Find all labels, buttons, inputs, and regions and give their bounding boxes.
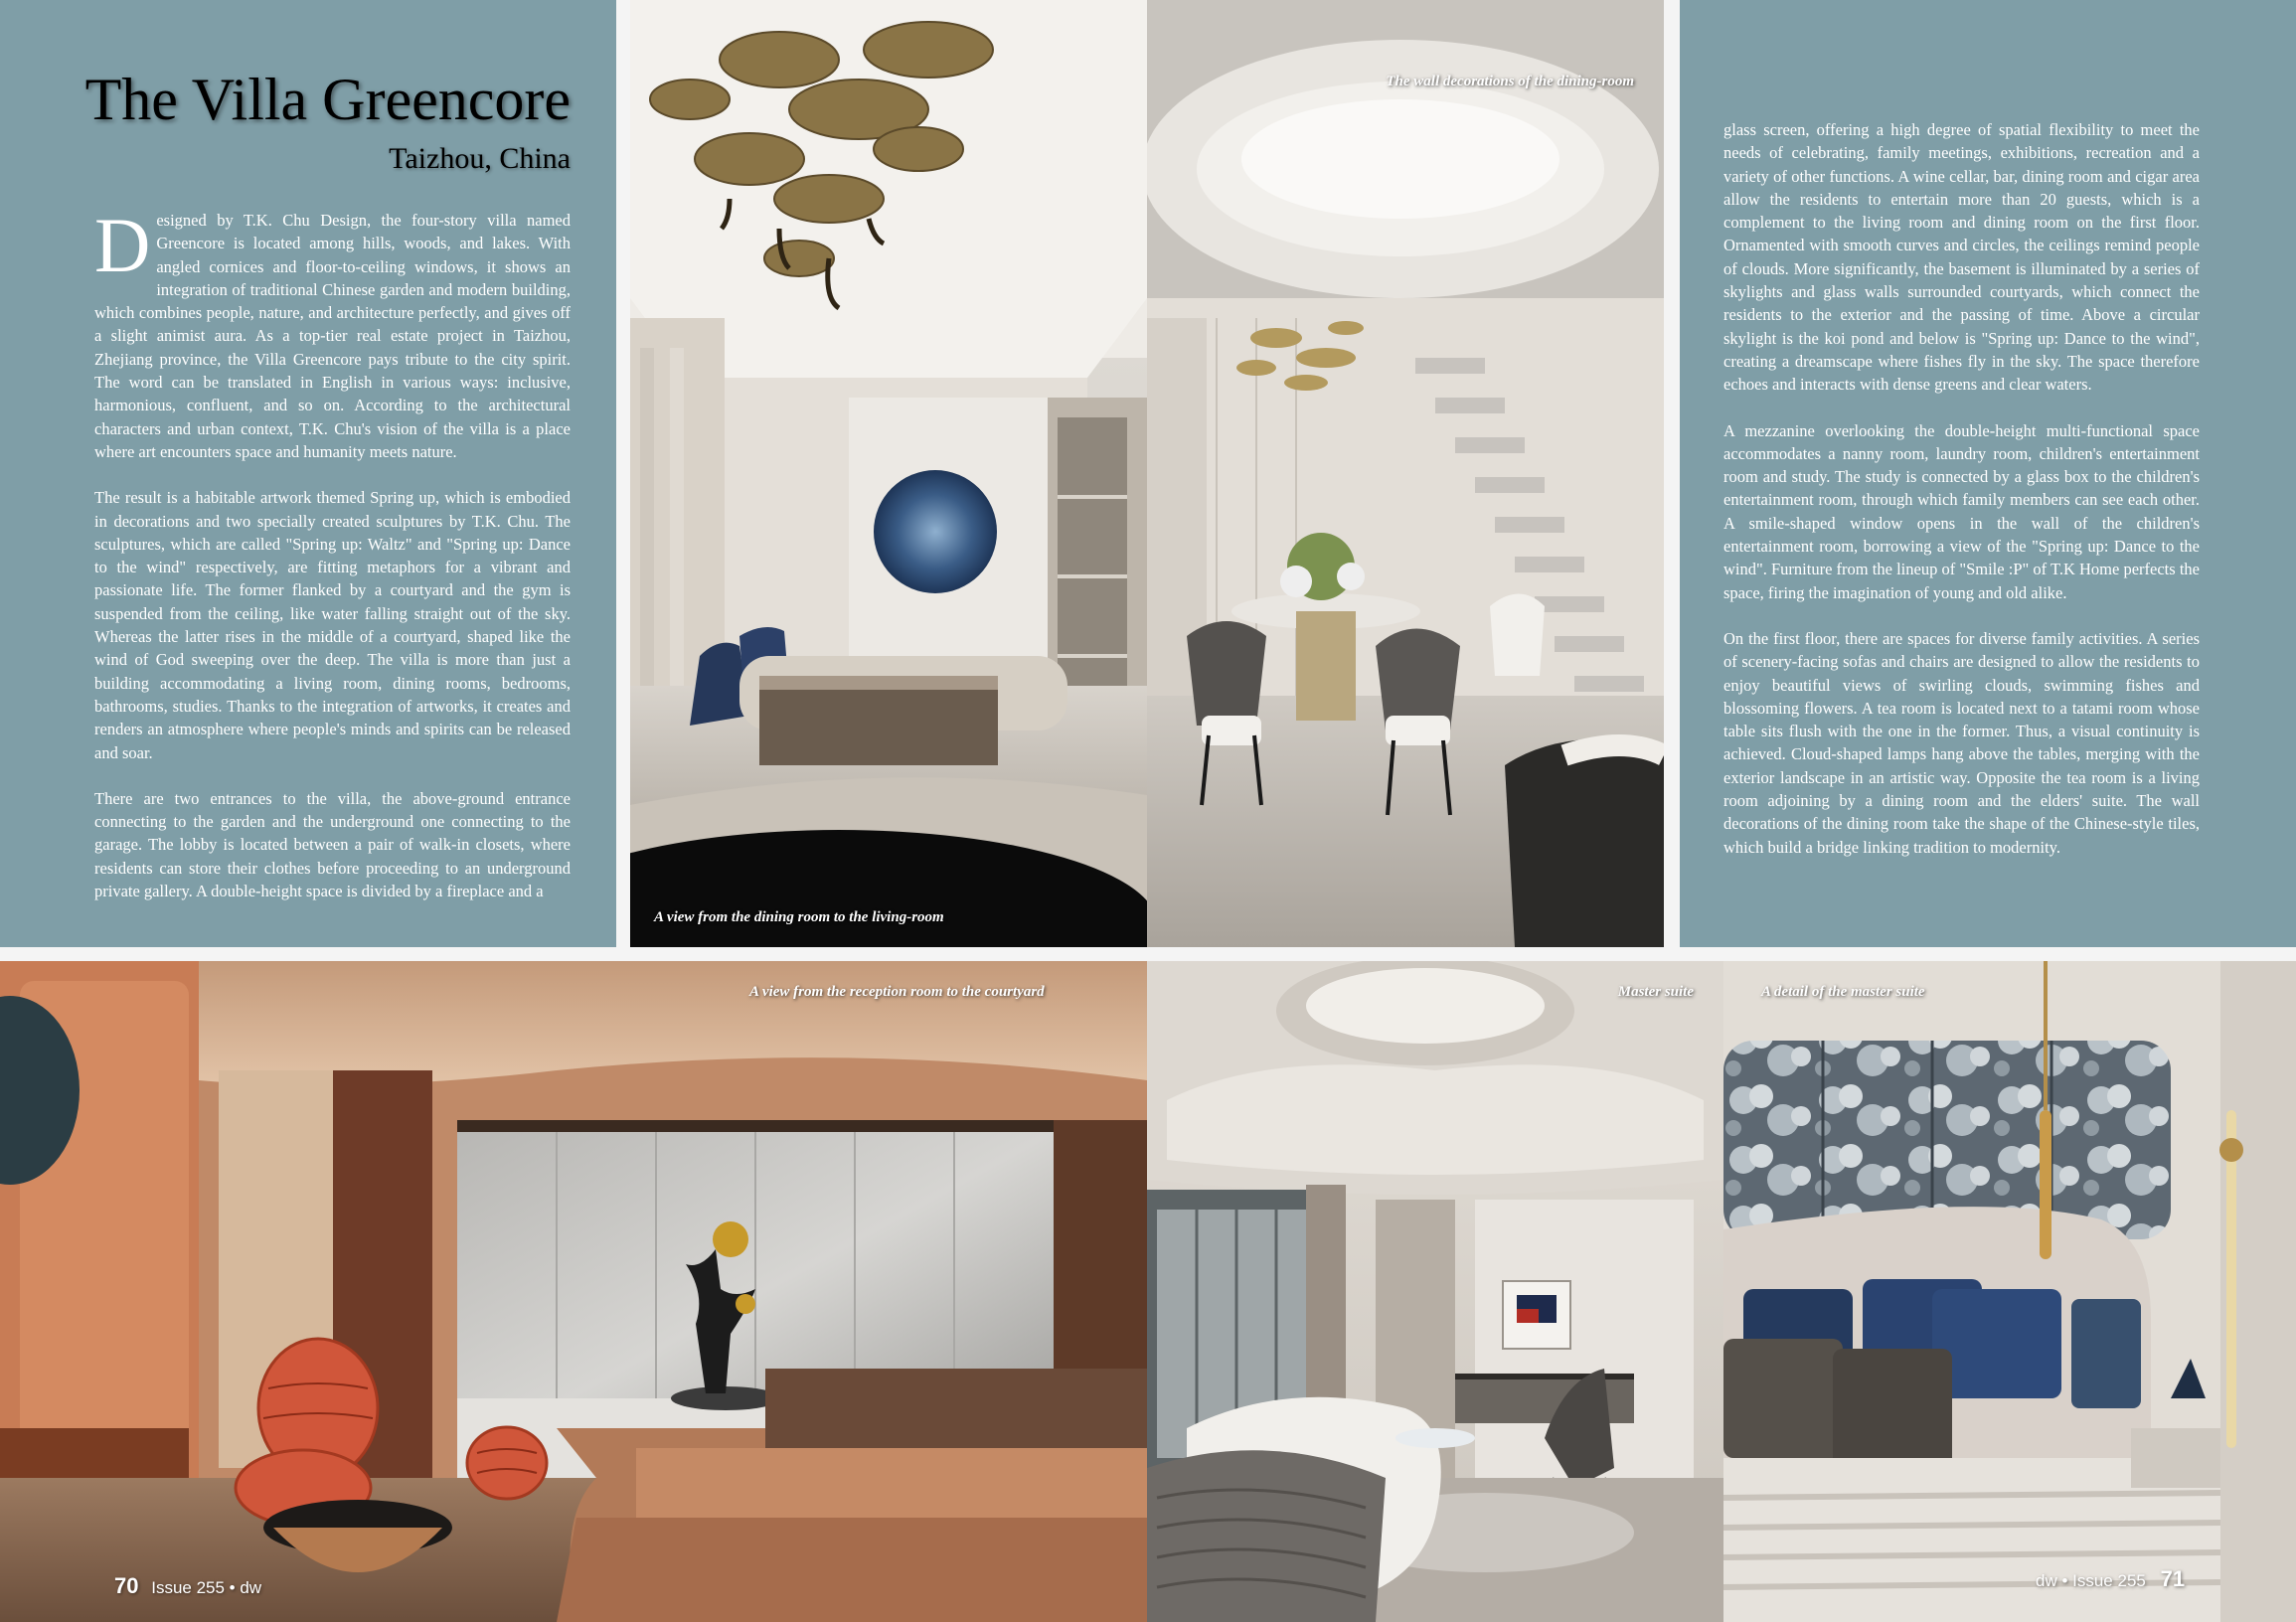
photo-master-detail <box>1723 961 2296 1622</box>
paragraph-5: A mezzanine overlooking the double-height multi-functional space accommodates a nanny room, laundry room, children's entertainment room and study. The study is connected by a glass box to the children's entertainment room, through which family members can see each other. A smile-shaped window opens in the wall of the children's entertainment room, borrowing a view of the "Spring up: Dance to the wind". Furniture from the lineup of "Smile :P" of T.K Home perfects the space, firing the imagination of young and old alike. <box>1723 420 2200 602</box>
photo-reception-room <box>0 961 1147 1622</box>
photo-living-room <box>630 0 1147 947</box>
article-title: The Villa Greencore <box>84 67 571 132</box>
caption-dining-wall: The wall decorations of the dining-room <box>1386 74 1634 89</box>
caption-dining-to-living: A view from the dining room to the living-room <box>654 909 944 925</box>
dropcap: D <box>94 202 151 288</box>
intro-paragraph <box>94 202 571 463</box>
left-column-text <box>94 202 571 925</box>
paragraph-3: There are two entrances to the villa, the above-ground entrance connecting to the garden and the underground one connecting to the garage. The lobby is located between a pair of walk-in closets, where residents can store their clothes before proceeding to an underground private gallery. A double-height space is divided by a fireplace and a <box>94 788 571 901</box>
folio-right <box>2036 1566 2185 1592</box>
paragraph-6: On the first floor, there are spaces for diverse family activities. A series of scenery-facing sofas and chairs are designed to allow the residents to enjoy beautiful views of swirling clouds, swimming fishes and blossoming flowers. A tea room is located next to a tatami room whose table sits flush with the one in the former. Thus, a visual continuity is achieved. Cloud-shaped lamps hang above the tables, merging with the exterior landscape in an artistic way. Opposite the tea room is a living room adjoining by a dining room and the elders' suite. The wall decorations of the dining room take the shape of the Chinese-style tiles, which build a bridge linking tradition to modernity. <box>1723 628 2200 857</box>
photo-dining-room <box>1147 0 1664 947</box>
article-location: Taizhou, China <box>389 142 571 175</box>
issue-label-right: dw • Issue 255 <box>2036 1571 2146 1590</box>
page-number-right: 71 <box>2160 1566 2186 1591</box>
page-number-left: 70 <box>114 1573 139 1598</box>
right-column-text <box>1723 118 2200 882</box>
caption-master-detail: A detail of the master suite <box>1761 984 1925 1000</box>
intro-text: esigned by T.K. Chu Design, the four-story villa named Greencore is located among hills, woods, and lakes. With angled cornices and floor-to-ceiling windows, it shows an integration of traditional Chinese garden and modern building, which combines people, nature, and architecture perfectly, and gives off a slight animist aura. As a top-tier real estate project in Taizhou, Zhejiang province, the Villa Greencore pays tribute to the city spirit. The word can be translated in English in various ways: inclusive, harmonious, confluent, and so on. According to the architectural characters and urban context, T.K. Chu's vision of the villa is a place where art encounters space and humanity meets nature. <box>94 211 571 461</box>
caption-reception: A view from the reception room to the courtyard <box>749 984 1045 1000</box>
folio-left <box>114 1573 261 1599</box>
caption-master-suite: Master suite <box>1617 984 1694 1000</box>
paragraph-2: The result is a habitable artwork themed Spring up, which is embodied in decorations and two specially created sculptures by T.K. Chu. The sculptures, which are called "Spring up: Waltz" and "Spring up: Dance to the wind" respectively, are fitting metaphors for a vibrant and passionate life. The former flanked by a courtyard and the gym is suspended from the ceiling, like water falling straight out of the sky. Whereas the latter rises in the middle of a courtyard, shaped like the wind of God sweeping over the deep. The villa is more than just a building accommodating a living room, dining rooms, bedrooms, bathrooms, studies. Thanks to the integration of artworks, it creates and renders an atmosphere where people's minds and spirits can be released and soar. <box>94 488 571 762</box>
photo-master-suite <box>1147 961 1723 1622</box>
issue-label-left: Issue 255 • dw <box>151 1578 262 1597</box>
paragraph-4: glass screen, offering a high degree of spatial flexibility to meet the needs of celebrating, family meetings, exhibitions, recreation and a variety of other functions. A wine cellar, bar, dining room and cigar area allow the residents to entertain more than 20 guests, which is a complement to the living room and dining room on the first floor. Ornamented with smooth curves and circles, the ceilings remind people of clouds. More significantly, the basement is illuminated by a series of skylights and glass walls surrounded courtyards, which connect the residents to the exterior and the passing of time. Above a circular skylight is the koi pond and below is "Spring up: Dance to the wind", creating a dreamscape where fishes fly in the sky. The space therefore echoes and interacts with dense greens and clear waters. <box>1723 120 2200 395</box>
